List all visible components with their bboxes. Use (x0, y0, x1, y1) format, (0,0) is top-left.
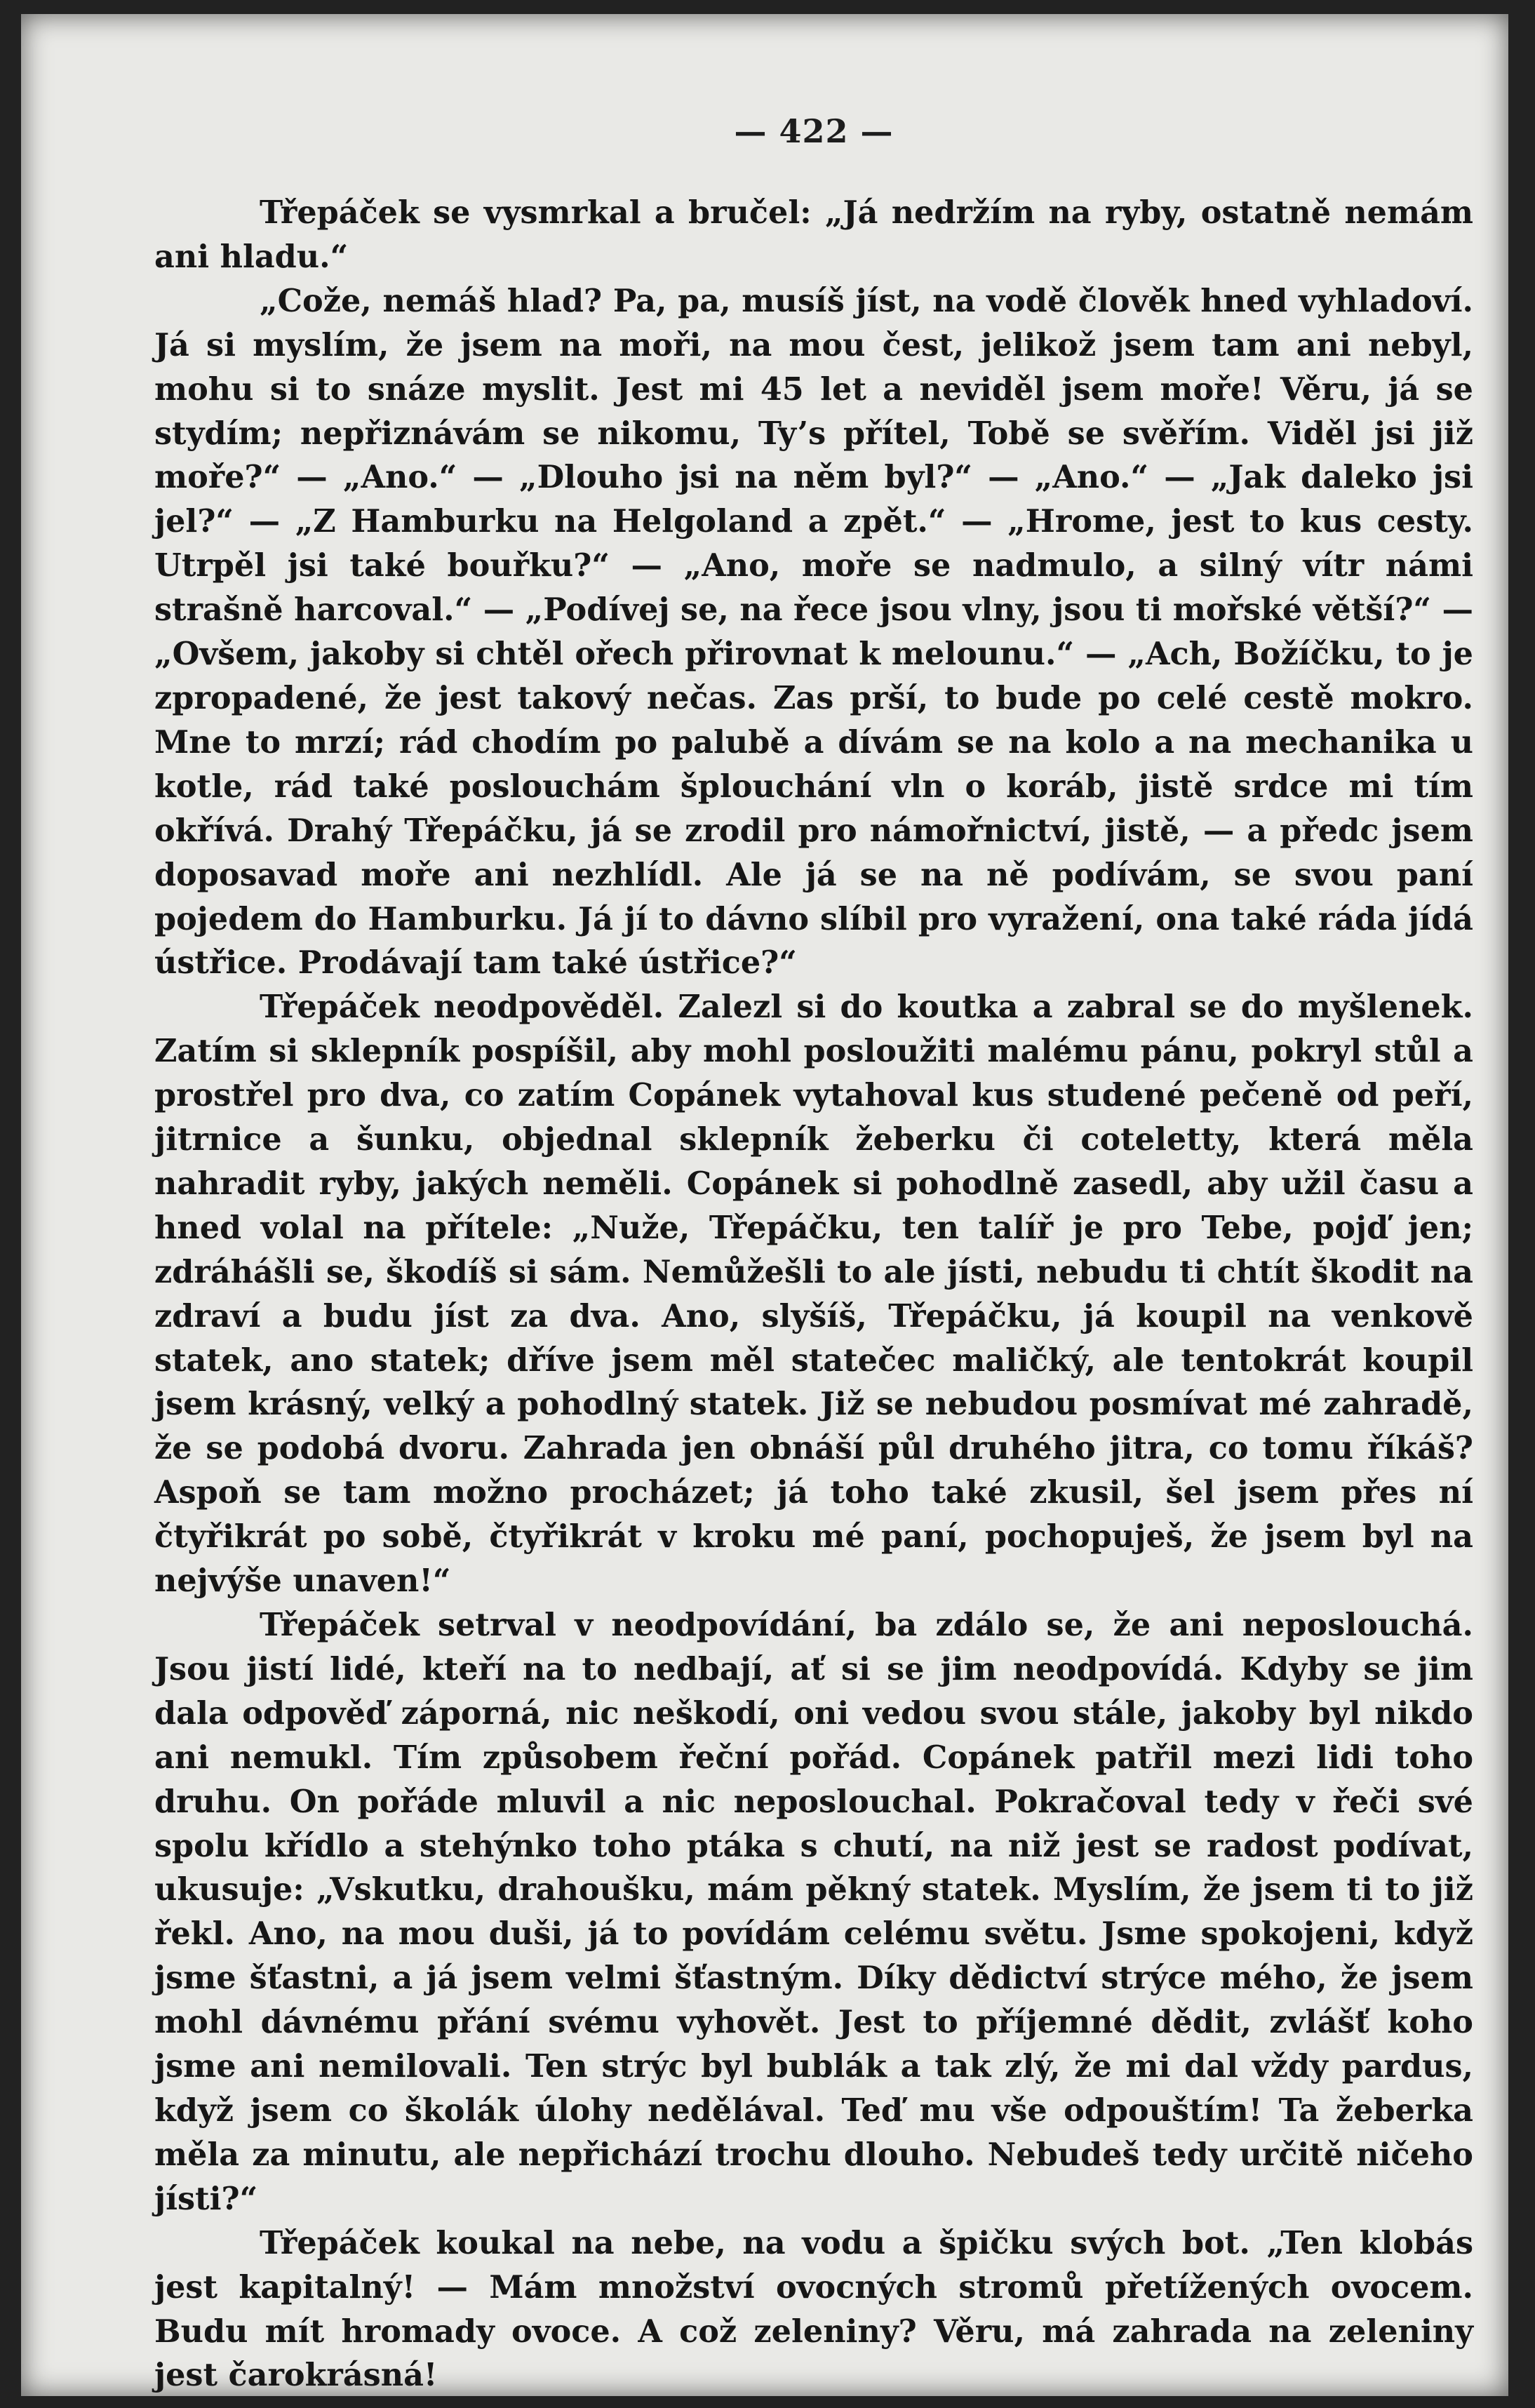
page-content (154, 112, 1473, 2397)
paragraph: „Cože, nemáš hlad? Pa, pa, musíš jíst, na vodě člověk hned vyhladoví. Já si myslím, že jsem na moři, na mou čest, jelikož jsem tam ani nebyl, mohu si to snáze myslit. Jest mi 45 let a neviděl jsem moře! Věru, já se stydím; nepřiznávám se nikomu, Ty’s přítel, Tobě se svěřím. Viděl jsi již moře?“ — „Ano.“ — „Dlouho jsi na něm byl?“ — „Ano.“ — „Jak daleko jsi jel?“ — „Z Hamburku na Helgoland a zpět.“ — „Hrome, jest to kus cesty. Utrpěl jsi také bouřku?“ — „Ano, moře se nadmulo, a silný vítr námi strašně harcoval.“ — „Podívej se, na řece jsou vlny, jsou ti mořské větší?“ — „Ovšem, jakoby si chtěl ořech přirovnat k melounu.“ — „Ach, Božíčku, to je zpropadené, že jest takový nečas. Zas prší, to bude po celé cestě mokro. Mne to mrzí; rád chodím po palubě a dívám se na kolo a na mechanika u kotle, rád také poslouchám šplouchání vln o koráb, jistě srdce mi tím okřívá. Drahý Třepáčku, já se zrodil pro námořnictví, jistě, — a předc jsem doposavad moře ani nezhlídl. Ale já se na ně podívám, se svou paní pojedem do Hamburku. Já jí to dávno slíbil pro vyražení, ona také ráda jídá ústřice. Prodávají tam také ústřice?“ (154, 282, 1473, 982)
paragraph: Třepáček se vysmrkal a bručel: „Já nedržím na ryby, ostatně nemám ani hladu.“ (154, 194, 1473, 275)
page-number: — 422 — (734, 112, 894, 150)
paragraph: Třepáček neodpověděl. Zalezl si do koutka a zabral se do myšlenek. Zatím si sklepník pospíšil, aby mohl posloužiti malému pánu, pokryl stůl a prostřel pro dva, co zatím Copánek vytahoval kus studené pečeně od peří, jitrnice a šunku, objednal sklepník žeberku či coteletty, která měla nahradit ryby, jakých neměli. Copánek si pohodlně zasedl, aby užil času a hned volal na přítele: „Nuže, Třepáčku, ten talíř je pro Tebe, pojď jen; zdráhášli se, škodíš si sám. Nemůžešli to ale jísti, nebudu ti chtít škodit na zdraví a budu jíst za dva. Ano, slyšíš, Třepáčku, já koupil na venkově statek, ano statek; dříve jsem měl statečec maličký, ale tentokrát koupil jsem krásný, velký a pohodlný statek. Již se nebudou posmívat mé zahradě, že se podobá dvoru. Zahrada jen obnáší půl druhého jitra, co tomu říkáš? Aspoň se tam možno procházet; já toho také zkusil, šel jsem přes ní čtyřikrát po sobě, čtyřikrát v kroku mé paní, pochopuješ, že jsem byl na nejvýše unaven!“ (154, 989, 1473, 1600)
body-text (154, 191, 1473, 2397)
paragraph: Třepáček setrval v neodpovídání, ba zdálo se, že ani neposlouchá. Jsou jistí lidé, kteří na to nedbají, ať si se jim neodpovídá. Kdyby se jim dala odpověď záporná, nic neškodí, oni vedou svou stále, jakoby byl nikdo ani nemukl. Tím způsobem řeční pořád. Copánek patřil mezi lidi toho druhu. On pořáde mluvil a nic neposlouchal. Pokračoval tedy v řeči své spolu křídlo a stehýnko toho ptáka s chutí, na niž jest se radost podívat, ukusuje: „Vskutku, drahoušku, mám pěkný statek. Myslím, že jsem ti to již řekl. Ano, na mou duši, já to povídám celému světu. Jsme spokojeni, když jsme šťastni, a já jsem velmi šťastným. Díky dědictví strýce mého, že jsem mohl dávnému přání svému vyhovět. Jest to příjemné dědit, zvlášť koho jsme ani nemilovali. Ten strýc byl bublák a tak zlý, že mi dal vždy pardus, když jsem co školák úlohy nedělával. Teď mu vše odpouštím! Ta žeberka měla za minutu, ale nepřichází trochu dlouho. Nebudeš tedy určitě ničeho jísti?“ (154, 1607, 1473, 2217)
paragraph: Třepáček koukal na nebe, na vodu a špičku svých bot. „Ten klobás jest kapitalný! — Mám množství ovocných stromů přetížených ovocem. Budu mít hromady ovoce. A což zeleniny? Věru, má zahrada na zeleniny jest čarokrásná! (154, 2224, 1473, 2394)
book-page (21, 14, 1508, 2396)
